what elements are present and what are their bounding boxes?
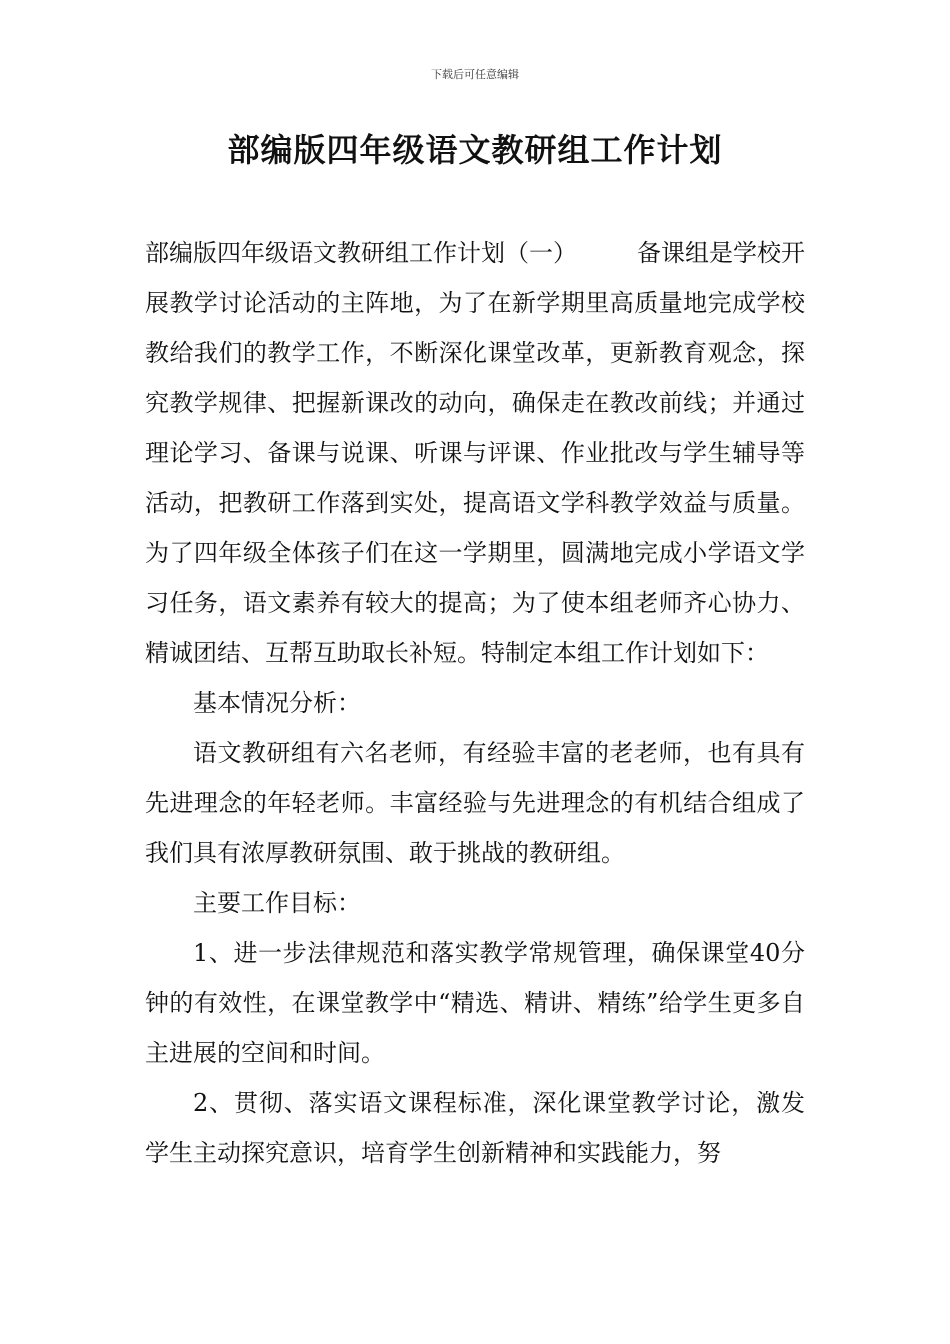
- section-heading-main-goals: 主要工作目标：: [193, 889, 361, 917]
- intro-paragraph: [145, 228, 805, 678]
- intro-heading: 部编版四年级语文教研组工作计划（一）: [145, 239, 577, 267]
- section-heading-basic-situation: 基本情况分析：: [193, 689, 361, 717]
- paragraph-team-description: 语文教研组有六名老师，有经验丰富的老老师，也有具有先进理念的年轻老师。丰富经验与先进理念的有机结合组成了我们具有浓厚教研氛围、敢于挑战的教研组。: [145, 739, 805, 867]
- document-title: 部编版四年级语文教研组工作计划: [227, 131, 723, 169]
- header-note: 下载后可任意编辑: [431, 68, 519, 81]
- goal-item-1: 1、进一步法律规范和落实教学常规管理，确保课堂40分钟的有效性，在课堂教学中“精选、精讲、精练”给学生更多自主进展的空间和时间。: [145, 939, 805, 1067]
- document-body: [145, 228, 805, 1178]
- goal-item-2: 2、贯彻、落实语文课程标准，深化课堂教学讨论，激发学生主动探究意识，培育学生创新精神和实践能力，努: [145, 1089, 805, 1167]
- intro-text: 备课组是学校开展教学讨论活动的主阵地，为了在新学期里高质量地完成学校教给我们的教学工作，不断深化课堂改革，更新教育观念，探究教学规律、把握新课改的动向，确保走在教改前线；并通过理论学习、备课与说课、听课与评课、作业批改与学生辅导等活动，把教研工作落到实处，提高语文学科教学效益与质量。为了四年级全体孩子们在这一学期里，圆满地完成小学语文学习任务，语文素养有较大的提高；为了使本组老师齐心协力、精诚团结、互帮互助取长补短。特制定本组工作计划如下：: [145, 239, 805, 667]
